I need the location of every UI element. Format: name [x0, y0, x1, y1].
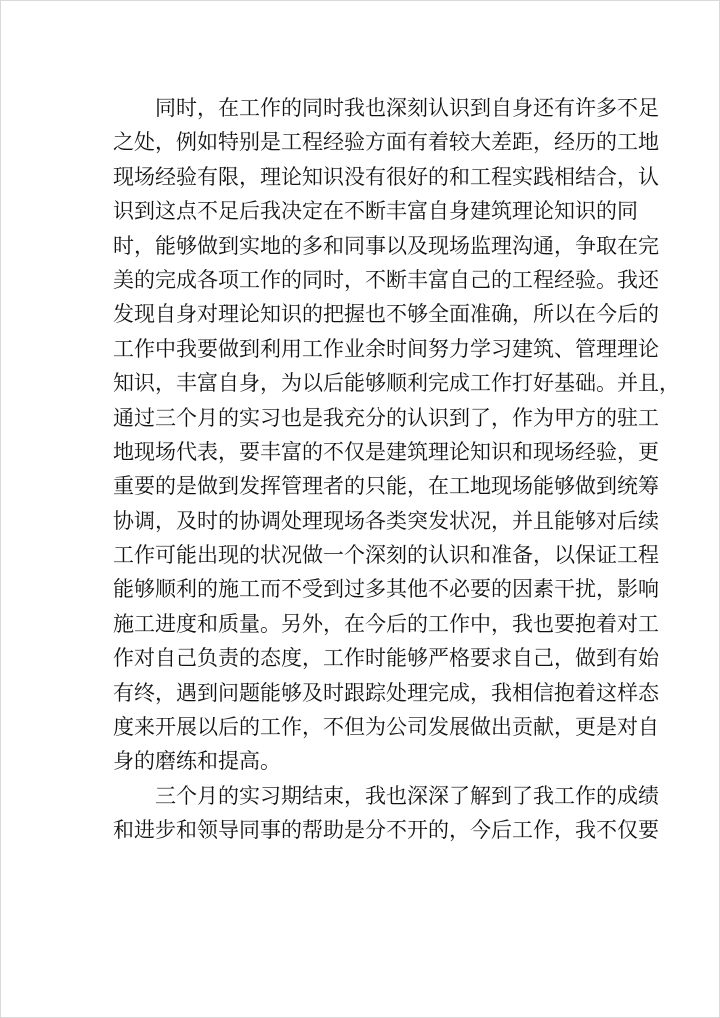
text-line: 美的完成各项工作的同时，不断丰富自己的工程经验。我还: [113, 267, 659, 292]
text-line: 之处，例如特别是工程经验方面有着较大差距，经历的工地: [113, 130, 659, 155]
text-line: 知识，丰富自身，为以后能够顺利完成工作打好基础。并且，: [113, 371, 680, 396]
text-line: 通过三个月的实习也是我充分的认识到了，作为甲方的驻工: [113, 405, 659, 430]
text-line: 有终，遇到问题能够及时跟踪处理完成，我相信抱着这样态: [113, 680, 659, 705]
text-line: 现场经验有限，理论知识没有很好的和工程实践相结合，认: [113, 164, 659, 189]
text-line: 识到这点不足后我决定在不断丰富自身建筑理论知识的同: [113, 199, 638, 224]
text-line: 协调，及时的协调处理现场各类突发状况，并且能够对后续: [113, 508, 659, 533]
text-line: 重要的是做到发挥管理者的只能，在工地现场能够做到统筹: [113, 474, 659, 499]
text-line: 工作可能出现的状况做一个深刻的认识和准备，以保证工程: [113, 543, 659, 568]
text-line: 地现场代表，要丰富的不仅是建筑理论知识和现场经验，更: [113, 439, 659, 464]
text-line: 发现自身对理论知识的把握也不够全面准确，所以在今后的: [113, 302, 659, 327]
paragraph: [113, 91, 680, 779]
text-line: 身的磨练和提高。: [113, 749, 281, 774]
text-line: 度来开展以后的工作，不但为公司发展做出贡献，更是对自: [113, 715, 659, 740]
text-line: 同时，在工作的同时我也深刻认识到自身还有许多不足: [155, 96, 659, 120]
text-line: 和进步和领导同事的帮助是分不开的，今后工作，我不仅要: [113, 818, 659, 843]
document-body: [113, 91, 680, 848]
text-line: 三个月的实习期结束，我也深深了解到了我工作的成绩: [155, 783, 659, 808]
text-line: 工作中我要做到利用工作业余时间努力学习建筑、管理理论: [113, 336, 659, 361]
paragraph: [113, 779, 659, 848]
text-line: 作对自己负责的态度，工作时能够严格要求自己，做到有始: [113, 646, 659, 671]
text-line: 能够顺利的施工而不受到过多其他不必要的因素干扰，影响: [113, 577, 659, 602]
text-line: 施工进度和质量。另外，在今后的工作中，我也要抱着对工: [113, 611, 659, 636]
text-line: 时，能够做到实地的多和同事以及现场监理沟通，争取在完: [113, 233, 659, 258]
